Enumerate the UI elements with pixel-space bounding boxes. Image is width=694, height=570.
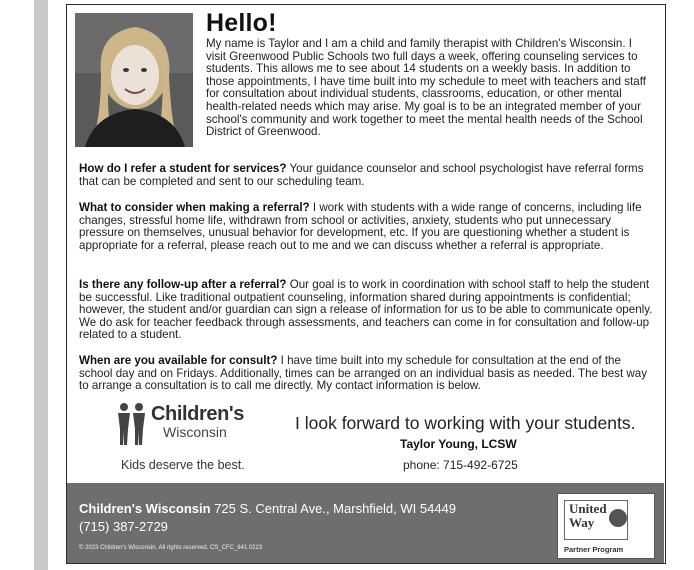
page-right-margin xyxy=(680,0,694,570)
page-edge xyxy=(48,0,58,570)
footer-copyright: © 2023 Children's Wisconsin. All rights reserved. CS_CFC_841 0223 xyxy=(79,545,263,551)
intro-paragraph: My name is Taylor and I am a child and family therapist with Children's Wisconsin. I visit Greenwood Public Schools two full days a week, offering counseling services to students. This allows me to see about 14 students on a weekly basis. In addition to those appointments, I have time built into my schedule to meet with teachers and staff for consultation about individual students, classrooms, education, or other mental health-related needs which may arise. My goal is to be an integrated member of your school's community and work together to meet the mental health needs of the School District of Greenwood. xyxy=(206,37,646,139)
logo-wordmark xyxy=(151,403,244,440)
portrait-image xyxy=(75,13,193,147)
closing-message: I look forward to working with your students. xyxy=(295,413,636,433)
faq-item xyxy=(79,163,655,188)
footer-street: 725 S. Central Ave., Marshfield, WI 54449 xyxy=(214,501,457,516)
children-figures-icon xyxy=(115,401,149,447)
footer-bar xyxy=(67,483,664,563)
faq-question: How do I refer a student for services? xyxy=(79,162,287,175)
logo-name: Children's xyxy=(151,403,244,425)
childrens-wisconsin-logo xyxy=(115,401,260,447)
faq-item xyxy=(79,202,655,252)
therapist-photo xyxy=(75,13,193,147)
page-left-margin xyxy=(0,0,34,570)
faq-question: When are you available for consult? xyxy=(79,354,278,367)
faq-question: What to consider when making a referral? xyxy=(79,201,310,214)
partner-program-label: Partner Program xyxy=(564,545,624,554)
footer-phone: (715) 387-2729 xyxy=(79,519,168,534)
faq-answer: I have time built into my schedule for consultation at the end of the school day and on Fridays. Additionally, times can be arranged on an individual basis as needed. The best way to arrange a consultation is to call me directly. My contact information is below. xyxy=(79,354,648,392)
faq-item xyxy=(79,355,655,393)
page-gutter-bar xyxy=(34,0,48,570)
advertisement-box xyxy=(66,4,666,564)
united-way-wordmark xyxy=(569,502,607,530)
faq-item xyxy=(79,279,655,342)
contact-phone: phone: 715-492-6725 xyxy=(403,458,518,472)
footer-address xyxy=(79,501,456,516)
faq-question: Is there any follow-up after a referral? xyxy=(79,278,287,291)
signature-name: Taylor Young, LCSW xyxy=(400,437,517,451)
united-way-logo xyxy=(564,500,628,540)
logo-subname: Wisconsin xyxy=(163,424,227,440)
logo-tagline: Kids deserve the best. xyxy=(121,458,245,472)
greeting-heading: Hello! xyxy=(206,9,277,37)
united-way-badge xyxy=(557,493,655,559)
united-way-line1: United xyxy=(569,501,607,516)
footer-org: Children's Wisconsin xyxy=(79,501,211,516)
faq-answer: I work with students with a wide range of concerns, including life changes, stressful home life, withdrawn from school or activities, anxiety, students who put unnecessary pressure on themselves, unusual behavior for development, etc. If you are questioning whether a student is appropriate for a referral, please reach out to me and we can discuss whether a referral is appropriate. xyxy=(79,201,642,252)
united-way-hand-icon xyxy=(609,509,627,527)
faq-answer: Our goal is to work in coordination with school staff to help the student be successful. Like traditional outpatient counseling, information shared during appointments is confidential; however, the student and/or guardian can sign a release of information for us to be able to communicate openly. We do ask for teacher feedback through assessments, and teachers can come in for consultation and follow-up related to a student. xyxy=(79,278,653,341)
united-way-line2: Way xyxy=(569,515,595,530)
faq-answer: Your guidance counselor and school psychologist have referral forms that can be completed and sent to our scheduling team. xyxy=(79,162,644,188)
